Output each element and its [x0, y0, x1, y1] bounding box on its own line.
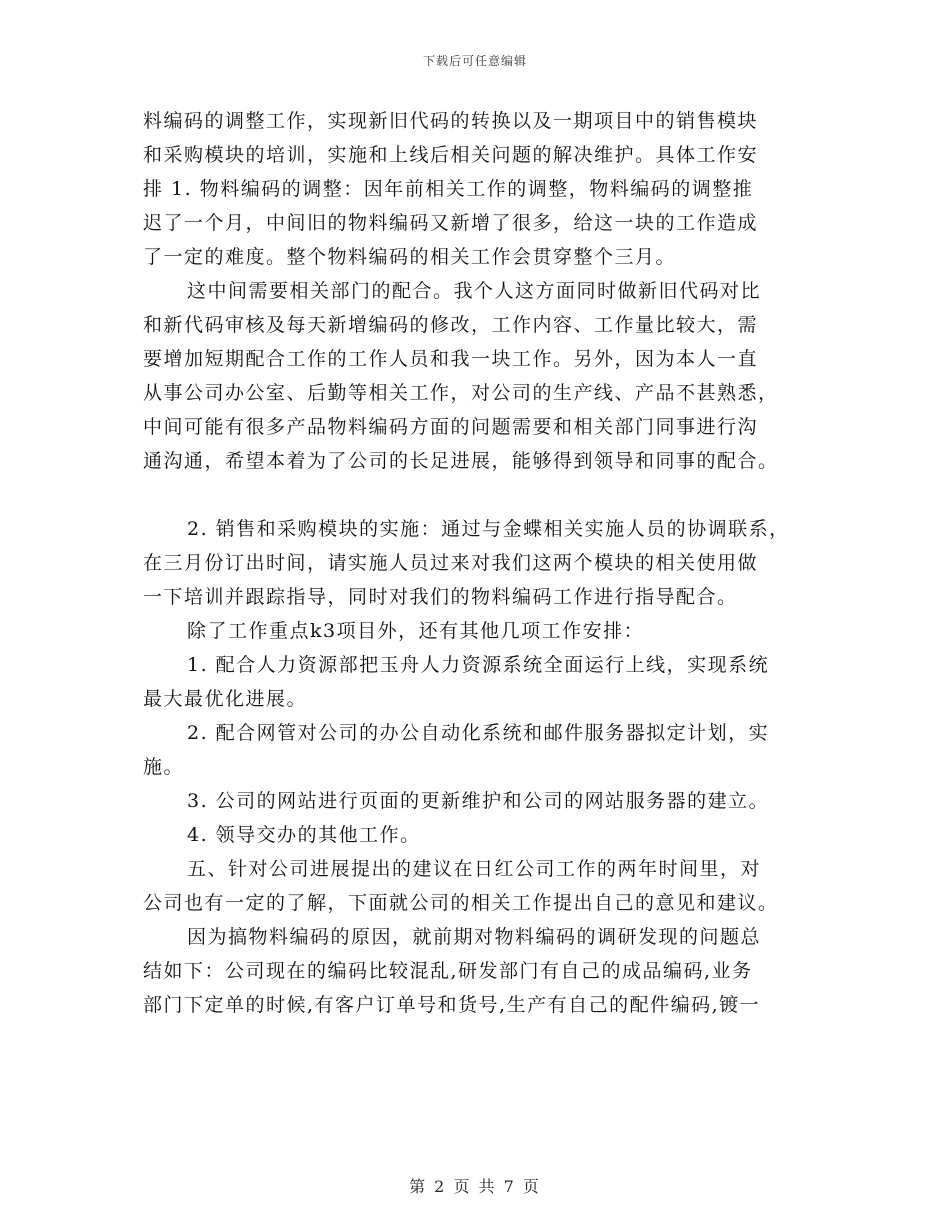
- text-line: 3. 公司的网站进行页面的更新维护和公司的网站服务器的建立。: [187, 790, 770, 812]
- text-line: 公司也有一定的了解，下面就公司的相关工作提出自己的意见和建议。: [143, 892, 779, 914]
- text-line: 和新代码审核及每天新增编码的修改，工作内容、工作量比较大，需: [143, 314, 759, 336]
- text-line: 和采购模块的培训，实施和上线后相关问题的解决维护。具体工作安: [143, 144, 759, 166]
- text-line: 2. 销售和采购模块的实施：通过与金蝶相关实施人员的协调联系，: [187, 518, 790, 540]
- document-body: [143, 104, 823, 1022]
- text-line: 排 1. 物料编码的调整：因年前相关工作的调整，物料编码的调整推: [143, 178, 754, 200]
- text-line: 迟了一个月，中间旧的物料编码又新增了很多，给这一块的工作造成: [143, 212, 759, 234]
- text-line: 因为搞物料编码的原因，就前期对物料编码的调研发现的问题总: [187, 926, 762, 948]
- text-line: 在三月份订出时间，请实施人员过来对我们这两个模块的相关使用做: [143, 552, 759, 574]
- text-line: 结如下：公司现在的编码比较混乱,研发部门有自己的成品编码,业务: [143, 960, 753, 982]
- text-line: 料编码的调整工作，实现新旧代码的转换以及一期项目中的销售模块: [143, 110, 759, 132]
- text-line: 4. 领导交办的其他工作。: [187, 824, 421, 846]
- text-line: 部门下定单的时候,有客户订单号和货号,生产有自己的配件编码,镀一: [143, 994, 761, 1016]
- page-number: 第 2 页 共 7 页: [409, 1177, 541, 1196]
- text-line: 从事公司办公室、后勤等相关工作，对公司的生产线、产品不甚熟悉，: [143, 382, 779, 404]
- text-line: 通沟通，希望本着为了公司的长足进展，能够得到领导和同事的配合。: [143, 450, 779, 472]
- text-line: 一下培训并跟踪指导，同时对我们的物料编码工作进行指导配合。: [143, 586, 738, 608]
- text-line: 1. 配合人力资源部把玉舟人力资源系统全面运行上线，实现系统: [187, 654, 770, 676]
- text-line: 施。: [143, 756, 185, 778]
- text-line: 最大最优化进展。: [143, 688, 308, 710]
- header-note: 下载后可任意编辑: [422, 54, 527, 68]
- text-line: 了一定的难度。整个物料编码的相关工作会贯穿整个三月。: [143, 246, 677, 268]
- text-line: 中间可能有很多产品物料编码方面的问题需要和相关部门同事进行沟: [143, 416, 759, 438]
- paragraph-gap: [143, 478, 823, 512]
- text-line: 2. 配合网管对公司的办公自动化系统和邮件服务器拟定计划，实: [187, 722, 770, 744]
- text-line: 除了工作重点k3项目外，还有其他几项工作安排：: [187, 620, 645, 642]
- text-line: 五、针对公司进展提出的建议在日红公司工作的两年时间里，对: [187, 858, 762, 880]
- text-line: 要增加短期配合工作的工作人员和我一块工作。另外，因为本人一直: [143, 348, 759, 370]
- text-line: 这中间需要相关部门的配合。我个人这方面同时做新旧代码对比: [187, 280, 762, 302]
